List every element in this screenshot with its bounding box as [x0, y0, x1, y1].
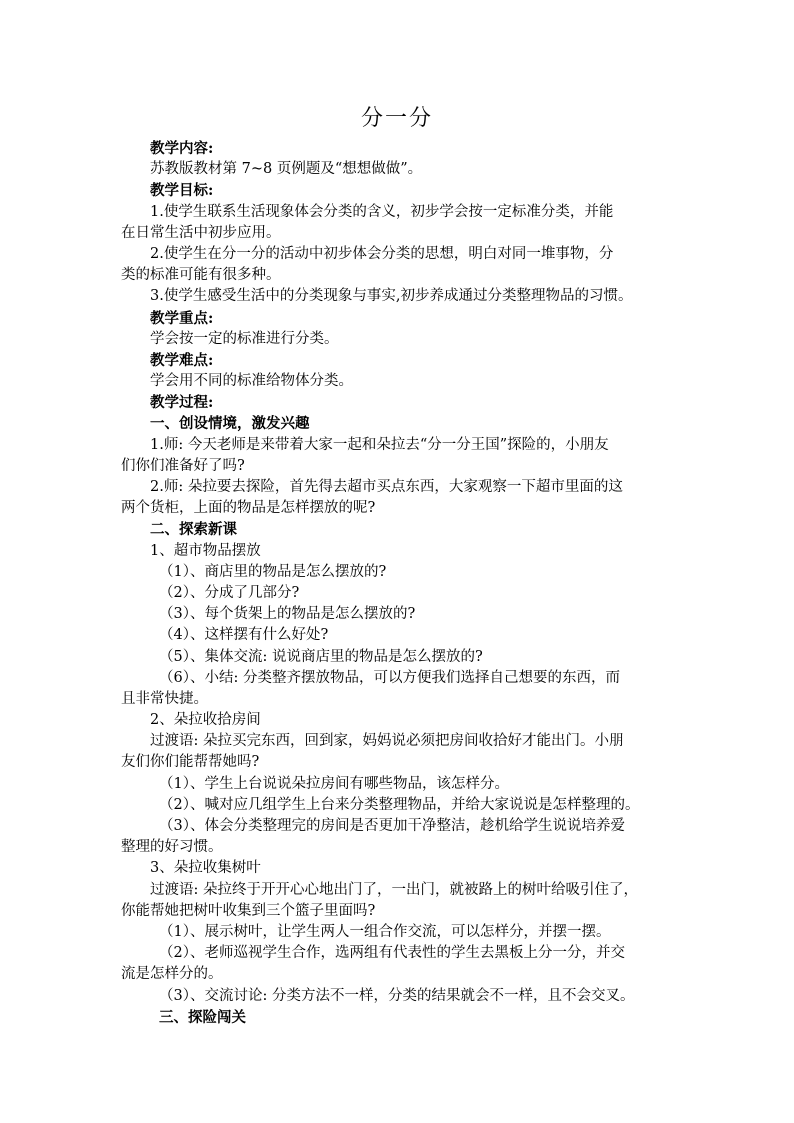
section-heading: 一、创设情境，激发兴趣: [150, 415, 310, 433]
paragraph-line: 1.师: 今天老师是来带着大家一起和朵拉去“分一分王国”探险的，小朋友: [150, 436, 609, 453]
paragraph-line: 3、朵拉收集树叶: [150, 860, 261, 877]
paragraph-line: 过渡语: 朵拉终于开开心心地出门了，一出门，就被路上的树叶给吸引住了，: [150, 881, 638, 898]
section-heading: 教学难点:: [150, 351, 214, 369]
document-body: [121, 138, 701, 1028]
paragraph-line: （3）、每个货架上的物品是怎么摆放的?: [159, 606, 416, 623]
section-heading: 二、探索新课: [150, 521, 237, 539]
paragraph-line: （1）、商店里的物品是怎么摆放的?: [159, 563, 387, 580]
paragraph-line: （1）、展示树叶，让学生两人一组合作交流，可以怎样分，并摆一摆。: [159, 923, 611, 940]
paragraph-line: 两个货柜，上面的物品是怎样摆放的呢?: [121, 500, 376, 517]
paragraph-line: 你能帮她把树叶收集到三个篮子里面吗?: [121, 902, 376, 919]
paragraph-line: （3）、体会分类整理完的房间是否更加干净整洁，趁机给学生说说培养爱: [159, 818, 625, 834]
paragraph-line: 3.使学生感受生活中的分类现象与事实,初步养成通过分类整理物品的习惯。: [150, 288, 633, 305]
paragraph-line: 苏教版教材第 7~8 页例题及“想想做做”。: [150, 161, 423, 178]
paragraph-line: （2）、老师巡视学生合作，选两组有代表性的学生去黑板上分一分，并交: [159, 945, 625, 962]
paragraph-line: 学会用不同的标准给物体分类。: [150, 373, 353, 390]
paragraph-line: （4）、这样摆有什么好处?: [159, 627, 329, 644]
paragraph-line: （2）、喊对应几组学生上台来分类整理物品，并给大家说说是怎样整理的。: [159, 796, 640, 813]
section-heading: 三、探险闯关: [159, 1008, 246, 1026]
paragraph-line: （1）、学生上台说说朵拉房间有哪些物品，该怎样分。: [159, 775, 509, 792]
paragraph-line: 过渡语: 朵拉买完东西，回到家，妈妈说必须把房间收拾好才能出门。小朋: [150, 733, 624, 750]
paragraph-line: 2、朵拉收拾房间: [150, 712, 261, 729]
paragraph-line: （5）、集体交流: 说说商店里的物品是怎么摆放的?: [159, 648, 483, 665]
paragraph-line: （3）、交流讨论: 分类方法不一样，分类的结果就会不一样，且不会交叉。: [159, 987, 635, 1004]
paragraph-line: 们你们准备好了吗?: [121, 457, 245, 474]
paragraph-line: 2.使学生在分一分的活动中初步体会分类的思想，明白对同一堆事物，分: [150, 245, 614, 262]
section-heading: 教学重点:: [150, 309, 214, 327]
section-heading: 教学过程:: [150, 394, 214, 412]
paragraph-line: （2）、分成了几部分?: [159, 584, 300, 601]
paragraph-line: 2.师: 朵拉要去探险，首先得去超市买点东西，大家观察一下超市里面的这: [150, 479, 623, 495]
section-heading: 教学内容:: [150, 140, 214, 157]
paragraph-line: 1.使学生联系生活现象体会分类的含义，初步学会按一定标准分类，并能: [150, 203, 614, 220]
paragraph-line: 学会按一定的标准进行分类。: [150, 330, 339, 347]
document-title: 分一分: [360, 106, 433, 131]
paragraph-line: （6）、小结: 分类整齐摆放物品，可以方便我们选择自己想要的东西，而: [159, 669, 620, 686]
section-heading: 教学目标:: [150, 182, 214, 200]
paragraph-line: 且非常快捷。: [121, 690, 208, 707]
paragraph-line: 整理的好习惯。: [121, 839, 223, 856]
paragraph-line: 流是怎样分的。: [121, 966, 223, 983]
paragraph-line: 类的标准可能有很多种。: [121, 267, 281, 284]
paragraph-line: 友们你们能帮帮她吗?: [121, 754, 260, 771]
paragraph-line: 1、超市物品摆放: [150, 542, 261, 559]
paragraph-line: 在日常生活中初步应用。: [121, 224, 281, 241]
